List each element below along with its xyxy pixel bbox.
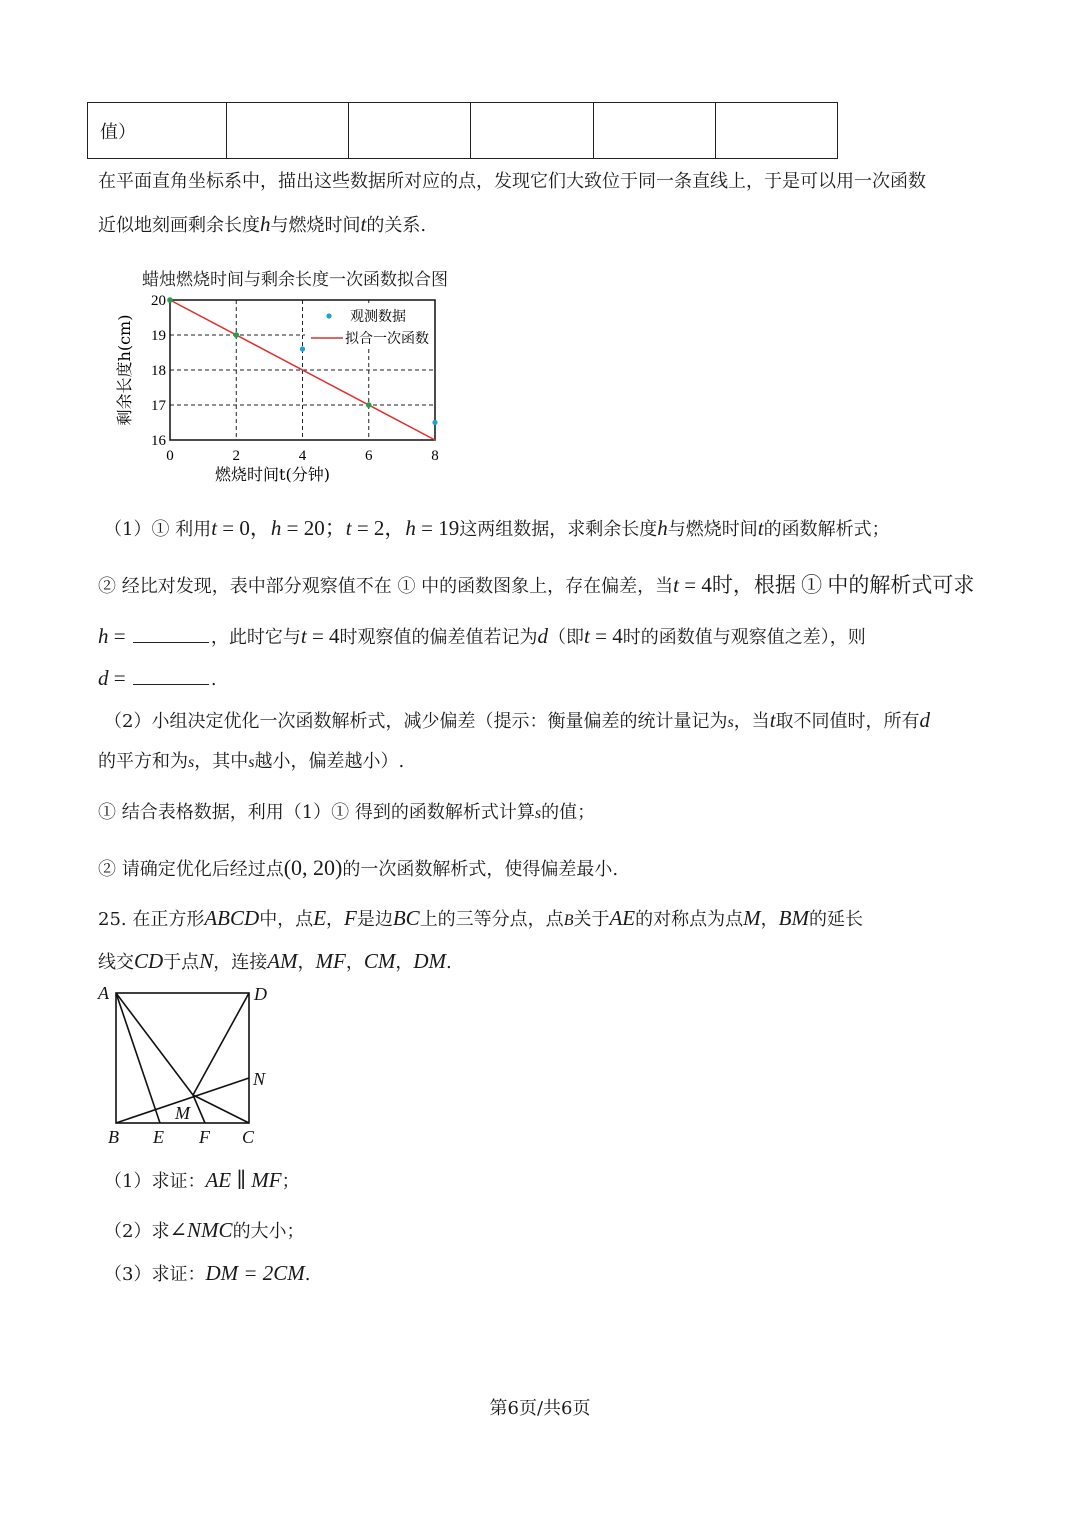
page-footer: 第6页/共6页 [489,1398,591,1419]
table-row [88,103,838,159]
data-table [87,102,838,159]
table-cell [716,103,838,159]
text: 线交 [98,952,134,973]
var: CM [363,949,396,973]
text: （3）求证： [104,1264,206,1285]
text: ， [760,909,779,930]
var: N [199,949,214,973]
text: 越小，偏差越小）. [254,751,405,772]
q25-line-1 [98,906,863,933]
var-s: s [727,714,734,731]
y-tick-label: 16 [151,433,166,449]
var-s: s [188,754,195,771]
text: 是边 [356,909,393,930]
text: ， [395,952,414,973]
text: = 4时，根据 ① 中的解析式可求 [679,573,975,597]
answer-blank[interactable] [133,626,209,643]
label-c: C [242,1127,255,1147]
label-m: M [175,1103,190,1123]
legend-label-fit: 拟合一次函数 [345,331,429,347]
observed-point [432,420,437,425]
text: = [108,666,131,690]
text: = 2， [351,516,406,540]
intro-line-1 [98,170,926,194]
text: 时观察值的偏差值若记为 [339,627,538,648]
text: 的延长 [808,909,863,930]
y-tick-label: 20 [151,293,166,309]
var: DM [413,949,447,973]
q2-line-3 [98,801,595,826]
text: 时的函数值与观察值之差），则 [622,627,866,648]
text: ，当 [733,711,770,732]
var: M [743,906,761,930]
var: BC [392,906,420,930]
x-tick-label: 4 [298,448,307,464]
var: CD [134,949,164,973]
table-cell [349,103,471,159]
text: 关于 [573,909,610,930]
q25-sub-2 [104,1218,305,1244]
math: AE ∥ MF [205,1168,282,1192]
var-t: t [769,708,776,732]
var: MF [315,949,346,973]
var: F [344,906,357,930]
intro-line-2 [98,212,426,238]
point: (0, 20) [283,855,343,880]
var: ABCD [204,906,260,930]
var-d: d [98,666,109,690]
label-a: A [98,983,109,1003]
text: ② 经比对发现，表中部分观察值不在 ① 中的函数图象上，存在偏差，当 [98,576,674,597]
text: 25. 在正方形 [98,909,205,930]
legend-label-observed: 观测数据 [350,309,406,325]
geometry-figure [95,982,280,1152]
text: . [446,952,452,973]
observed-point [300,346,305,351]
text: 的关系. [366,215,427,236]
fit-point [233,332,239,338]
var: BM [778,906,809,930]
text: （即 [548,627,585,648]
text: = 19 [415,516,460,540]
q1b-line-3 [98,666,217,692]
text: 取不同值时，所有 [775,711,920,732]
text: ② 请确定优化后经过点 [98,859,284,880]
text: ； [281,1171,300,1192]
label-d: D [254,984,267,1004]
text: （1）求证： [104,1171,206,1192]
fit-point [167,297,173,303]
text: . [210,669,217,690]
label-f: F [199,1127,210,1147]
text: ， [345,952,364,973]
y-tick-label: 17 [151,398,166,414]
var: AM [267,949,298,973]
answer-blank[interactable] [133,668,209,685]
text: 上的三等分点，点 [419,909,564,930]
chart [100,285,480,490]
var-t: t [211,516,218,540]
q2-line-2 [98,750,404,775]
var-t: t [345,516,352,540]
math: DM = 2CM [205,1261,305,1285]
legend-marker-observed [326,313,331,318]
text: （2）求 [104,1221,170,1242]
x-tick-label: 8 [431,448,439,464]
math: ∠NMC [169,1218,233,1242]
q1b-line-1 [98,573,974,599]
text: ， [297,952,316,973]
var-t: t [673,573,680,597]
text: = [108,624,131,648]
label-n: N [253,1069,266,1089]
var-h: h [270,516,282,540]
text: 与燃烧时间 [270,215,361,236]
text: 近似地刻画剩余长度 [98,215,260,236]
q1-line [104,516,890,542]
segment-am [116,993,193,1095]
text: ，连接 [213,952,268,973]
x-axis-label: 燃烧时间t(分钟) [215,465,330,484]
text: 在平面直角坐标系中，描出这些数据所对应的点，发现它们大致位于同一条直线上，于是可以用一次函数 [98,171,926,192]
table-cell-label: 值） [100,121,136,143]
text: ，其中 [194,751,249,772]
table-cell [88,103,227,159]
var-t: t [757,516,764,540]
segment-mf [193,1095,205,1123]
var-h: h [98,624,109,648]
var-t: t [300,624,307,648]
var-t: t [584,624,590,648]
text: （1）① 利用 [104,519,212,540]
table-cell [594,103,716,159]
text: 的一次函数解析式，使得偏差最小. [342,859,619,880]
var: AE [609,906,636,930]
table-cell [471,103,594,159]
q25-sub-1 [104,1168,300,1194]
label-b: B [108,1127,119,1147]
y-tick-label: 19 [151,328,166,344]
text: （2）小组决定优化一次函数解析式，减少偏差（提示：衡量偏差的统计量记为 [104,711,728,732]
var-s: s [248,754,255,771]
var-h: h [657,516,668,540]
text: = 20； [281,516,346,540]
x-tick-label: 0 [166,448,174,464]
y-tick-label: 18 [151,363,166,379]
text: 的平方和为 [98,751,188,772]
text: ① 结合表格数据，利用（1）① 得到的函数解析式计算 [98,802,535,823]
text: = 4 [589,624,623,648]
x-tick-label: 6 [365,448,373,464]
y-axis-label: 剩余长度h(cm) [115,314,134,426]
var-d: d [537,624,549,648]
text: 的函数解析式； [763,519,890,540]
var-h: h [405,516,416,540]
text: 于点 [163,952,200,973]
text: 这两组数据，求剩余长度 [459,519,658,540]
segment-mc [193,1095,249,1123]
segment-ae [116,993,160,1123]
text: = 4 [306,624,340,648]
q1b-line-2 [98,624,866,650]
text: = 0， [217,516,271,540]
var-s: s [534,805,542,822]
fit-point [366,402,372,408]
q2-line-1 [104,708,930,735]
text: . [304,1264,311,1285]
q25-sub-3 [104,1261,311,1287]
text: 与燃烧时间 [667,519,758,540]
text: 的大小； [232,1221,305,1242]
chart-title: 蜡烛燃烧时间与剩余长度一次函数拟合图 [142,270,448,290]
segment-md [193,993,249,1095]
text: 中，点 [259,909,314,930]
x-tick-label: 2 [232,448,240,464]
text: 的对称点为点 [635,909,744,930]
var-d: d [919,708,931,732]
text: ，此时它与 [210,627,301,648]
q25-line-2 [98,949,452,975]
text: ， [326,909,345,930]
q2-line-4 [98,856,618,882]
var: B [563,912,574,929]
var: E [313,906,327,930]
table-cell [227,103,349,159]
var-h: h [260,212,271,236]
label-e: E [153,1127,164,1147]
text: 的值； [541,802,596,823]
var-t: t [360,212,367,236]
